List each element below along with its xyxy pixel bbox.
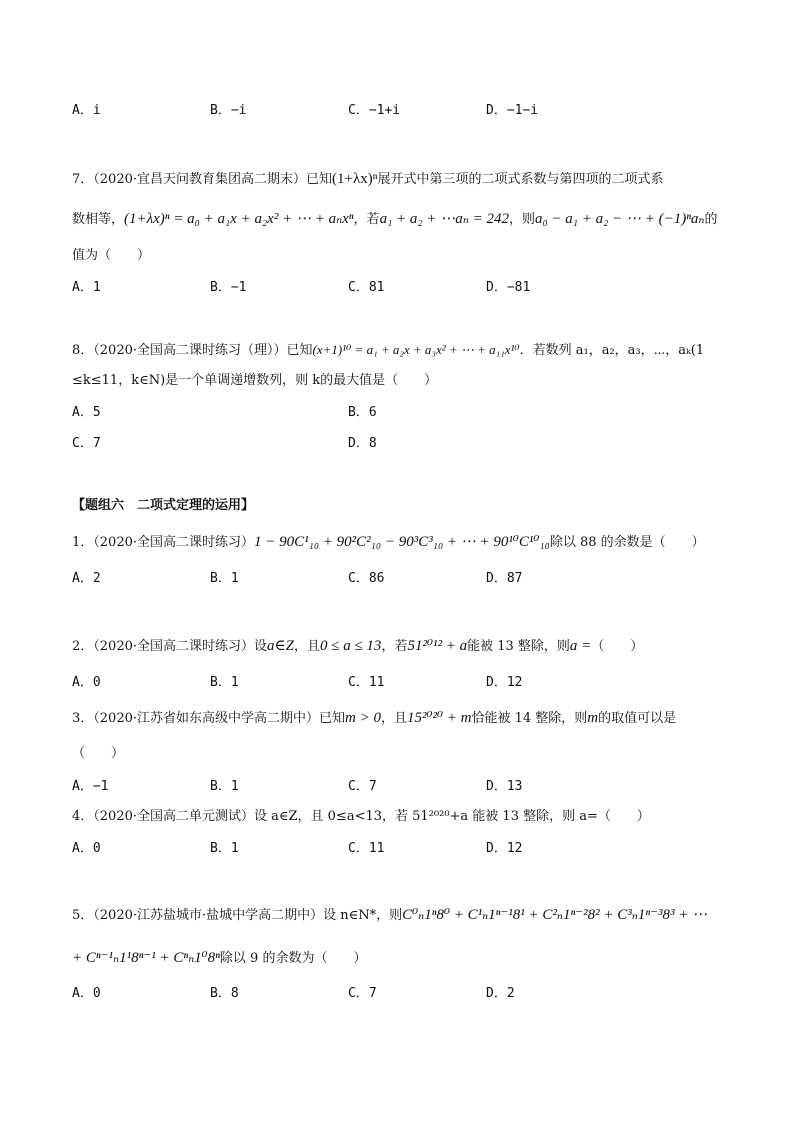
s5-option-b: B．8 [210,986,239,1001]
s1-option-c: C．86 [348,571,385,586]
q8-formula: (x+1)¹⁰ = a₁ + a₂x + a₃x² + ⋯ + a₁₁x¹⁰ [312,342,520,357]
s3-option-d: D．13 [486,779,523,794]
s2-text: ，且 [293,639,320,654]
s5-line-1 [72,906,707,925]
s5-formula-cont: + Cⁿ⁻¹ₙ1¹8ⁿ⁻¹ + Cⁿₙ1⁰8ⁿ [72,950,220,966]
s3-text: ，且 [380,711,407,726]
s4-option-b: B．1 [210,841,239,856]
q7-line-2 [72,210,718,229]
q0-option-d: D．−1−i [486,103,539,118]
s2-formula-power: 51²⁰¹² + a [407,638,468,654]
s2-text-tail: （ ） [591,639,644,654]
s3-formula-var: m [587,710,599,726]
s1-line [72,533,705,552]
s1-option-d: D．87 [486,571,523,586]
q8-text-tail: ．若数列 a₁，a₂，a₃，⋯，aₖ(1 [519,343,705,358]
s2-option-b: B．1 [210,675,239,690]
s3-option-b: B．1 [210,779,239,794]
s2-formula-answer: a = [569,638,592,654]
s2-option-d: D．12 [486,675,523,690]
q7-option-a: A．1 [72,280,101,295]
s3-option-c: C．7 [348,779,377,794]
q0-option-c: C．−1+i [348,103,401,118]
q0-option-a: A．i [72,103,101,118]
s3-formula-power: 15²⁰²⁰ + m [406,710,472,726]
s1-text: 1．（2020·全国高二课时练习） [72,535,254,550]
q8-text: 8．（2020·全国高二课时练习（理））已知 [72,343,313,358]
q7-text: 的 [704,212,718,227]
q7-line-3: 值为（ ） [72,248,151,263]
s3-line-2: （ ） [72,746,125,761]
s3-text: 3．（2020·江苏省如东高级中学高二期中）已知 [72,711,345,726]
q8-option-a: A．5 [72,405,101,420]
q7-option-b: B．−1 [210,280,247,295]
s1-text-tail: 除以 88 的余数是（ ） [549,535,705,550]
s5-formula: C⁰ₙ1ⁿ8⁰ + C¹ₙ1ⁿ⁻¹8¹ + C²ₙ1ⁿ⁻²8² + C³ₙ1ⁿ⁻³8³ + ⋯ [402,907,708,923]
s1-option-b: B．1 [210,571,239,586]
q7-formula-expansion: (1+λx)ⁿ = a₀ + a₁x + a₂x² + ⋯ + aₙxⁿ [124,211,354,227]
s5-option-d: D．2 [486,986,515,1001]
q7-text-tail: 展开式中第三项的二项式系数与第四项的二项式系 [377,172,664,187]
q7-line-1 [72,170,663,189]
q7-option-d: D．−81 [486,280,531,295]
s3-formula-cond: m > 0 [345,710,381,726]
s2-line [72,637,643,656]
s3-option-a: A．−1 [72,779,109,794]
s4-option-d: D．12 [486,841,523,856]
s3-line-1 [72,709,676,728]
q8-line-1 [72,341,704,360]
q7-text: 数相等， [72,212,125,227]
s2-option-c: C．11 [348,675,385,690]
s4-option-c: C．11 [348,841,385,856]
q7-formula-alt-sum: a₀ − a₁ + a₂ − ⋯ + (−1)ⁿaₙ [534,211,705,227]
q8-line-2: ≤k≤11，k∈N)是一个单调递增数列，则 k的最大值是（ ） [72,373,438,388]
q8-option-c: C．7 [72,436,101,451]
q7-option-c: C．81 [348,280,385,295]
q0-option-b: B．−i [210,103,247,118]
s2-text: ，若 [381,639,408,654]
s4-line: 4．（2020·全国高二单元测试）设 a∈Z，且 0≤a<13，若 51²⁰²⁰+a 能被 13 整除，则 a=（ ） [72,809,650,824]
section-title: 【题组六 二项式定理的运用】 [72,498,255,513]
q7-text: ，若 [353,212,380,227]
q8-option-b: B．6 [348,405,377,420]
s5-line-2 [72,949,366,968]
q7-text: ，则 [508,212,535,227]
s2-formula-range: 0 ≤ a ≤ 13 [319,638,382,654]
s5-option-c: C．7 [348,986,377,1001]
s2-formula-set: a∈Z [267,638,294,654]
s5-text: 5．（2020·江苏盐城市·盐城中学高二期中）设 n∈N*，则 [72,908,403,923]
s5-option-a: A．0 [72,986,101,1001]
s2-text: 2．（2020·全国高二课时练习）设 [72,639,267,654]
q7-text: 7．（2020·宜昌天问教育集团高二期末）已知 [72,172,332,187]
s3-text: 恰能被 14 整除，则 [471,711,588,726]
s2-option-a: A．0 [72,675,101,690]
q7-formula: (1+λx)ⁿ [332,171,378,187]
q7-formula-sum: a₁ + a₂ + ⋯aₙ = 242 [379,211,509,227]
s2-text: 能被 13 整除，则 [467,639,570,654]
s1-option-a: A．2 [72,571,101,586]
s1-formula: 1 − 90C¹₁₀ + 90²C²₁₀ − 90³C³₁₀ + ⋯ + 90¹⁰C¹⁰₁₀ [254,534,550,550]
s3-text-tail: 的取值可以是 [598,711,677,726]
q8-option-d: D．8 [348,436,377,451]
s4-option-a: A．0 [72,841,101,856]
s5-text-tail: 除以 9 的余数为（ ） [219,951,367,966]
